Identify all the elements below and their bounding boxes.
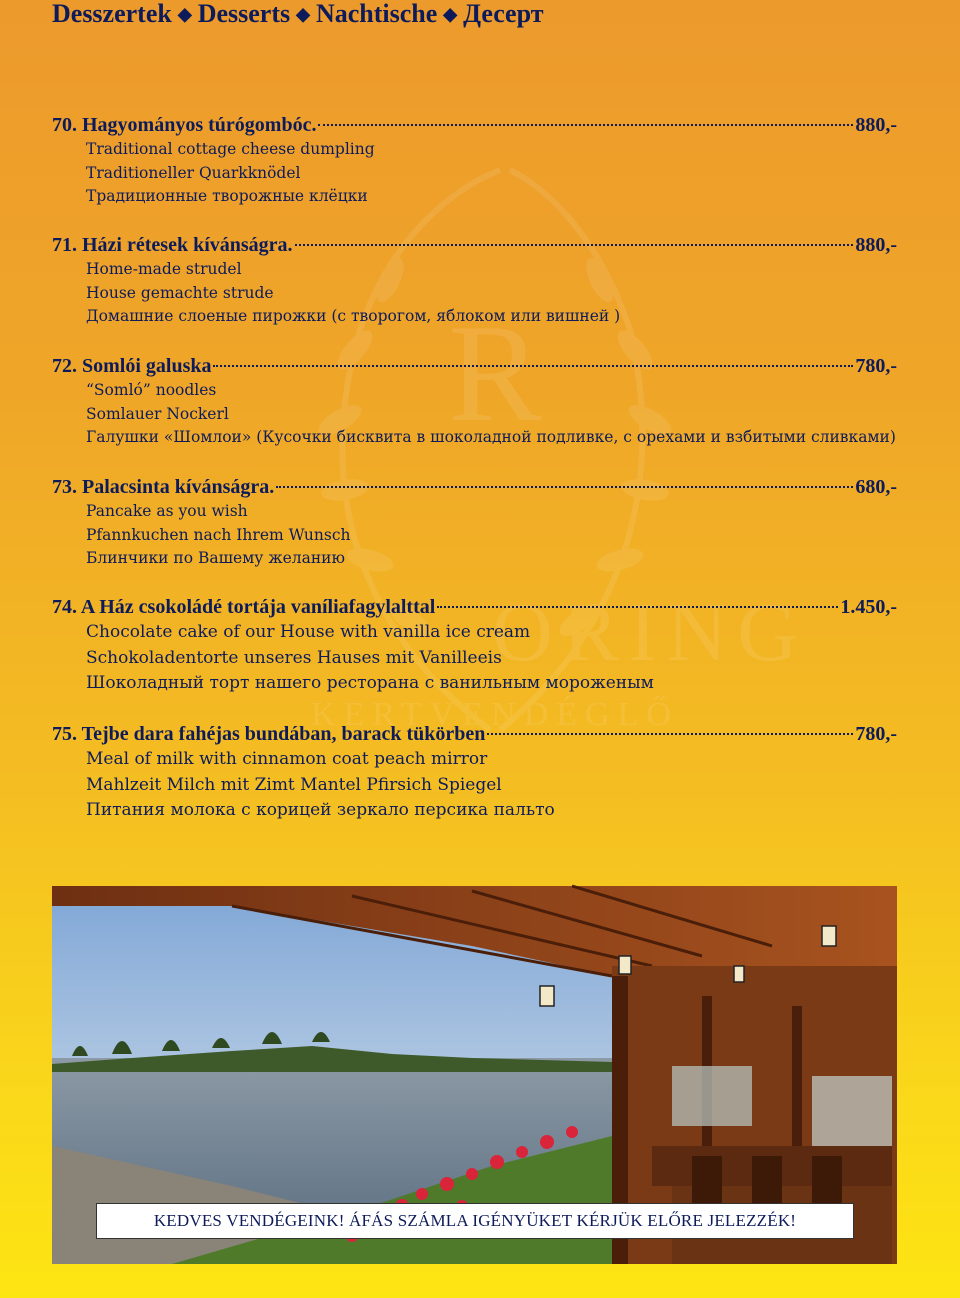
menu-item-72 (52, 353, 897, 450)
watermark-word: ORING (492, 586, 808, 679)
menu-item-title: 73. Palacsinta kívánságra. (52, 476, 275, 498)
dot-leader (318, 124, 853, 126)
dot-leader (487, 733, 853, 735)
description-en: “Somló” noodles (86, 381, 217, 399)
menu-item-title: 70. Hagyományos túrógombóc. (52, 114, 317, 136)
menu-item-75 (52, 721, 897, 824)
menu-item-price: 780,- (855, 355, 897, 377)
menu-item-price: 680,- (855, 476, 897, 498)
menu-item-heading (52, 353, 897, 379)
description-en: Meal of milk with cinnamon coat peach mirror (86, 749, 488, 769)
description-en: Traditional cottage cheese dumpling (86, 140, 375, 158)
description-de: House gemachte strude (86, 283, 274, 302)
description-en: Pancake as you wish (86, 502, 248, 520)
description-ru: Шоколадный торт нашего ресторана с ванильным мороженым (86, 673, 654, 693)
description-de: Pfannkuchen nach Ihrem Wunsch (86, 525, 351, 544)
diamond-separator-icon: ◆ (177, 4, 192, 24)
watermark-letter: R (448, 296, 542, 451)
dot-leader (213, 365, 853, 367)
watermark-subword: KERTVENDÉGLŐ (311, 696, 679, 733)
menu-item-title: 72. Somlói galuska (52, 355, 212, 377)
menu-item-73 (52, 474, 897, 571)
title-hu: Desszertek (52, 0, 172, 28)
description-en: Chocolate cake of our House with vanilla ice cream (86, 622, 531, 642)
description-de: Traditioneller Quarkknödel (86, 163, 301, 182)
title-ru: Десерт (463, 0, 544, 28)
description-de: Mahlzeit Milch mit Zimt Mantel Pfirsich Spiegel (86, 774, 502, 795)
menu-item-title: 71. Házi rétesek kívánságra. (52, 234, 293, 256)
menu-item-price: 880,- (855, 114, 897, 136)
menu-item-71 (52, 232, 897, 329)
menu-item-heading (52, 112, 897, 138)
menu-item-heading (52, 474, 897, 500)
menu-item-price: 780,- (855, 723, 897, 745)
description-de: Schokoladentorte unseres Hauses mit Vanilleeis (86, 647, 502, 668)
dot-leader (295, 244, 854, 246)
dot-leader (437, 606, 838, 608)
description-ru: Галушки «Шомлои» (Кусочки бисквита в шоколадной подливке, с орехами и взбитыми сливками) (86, 428, 896, 446)
title-en: Desserts (197, 0, 291, 28)
menu-item-price: 1.450,- (840, 596, 897, 618)
title-de: Nachtische (315, 0, 438, 28)
menu-item-74 (52, 594, 897, 697)
description-ru: Питания молока с корицей зеркало персика пальто (86, 800, 555, 820)
diamond-separator-icon: ◆ (296, 4, 310, 24)
page-title (52, 0, 543, 32)
diamond-separator-icon: ◆ (443, 4, 458, 24)
description-ru: Блинчики по Вашему желанию (86, 549, 346, 567)
invoice-notice: KEDVES VENDÉGEINK! ÁFÁS SZÁMLA IGÉNYÜKET KÉRJÜK ELŐRE JELEZZÉK! (96, 1203, 854, 1239)
menu-item-title: 75. Tejbe dara fahéjas bundában, barack tükörben (52, 723, 486, 745)
description-en: Home-made strudel (86, 260, 242, 278)
menu-item-heading (52, 721, 897, 747)
menu-item-heading (52, 594, 897, 620)
menu-item-price: 880,- (855, 234, 897, 256)
menu-item-70 (52, 112, 897, 209)
menu-item-title: 74. A Ház csokoládé tortája vaníliafagylalttal (52, 596, 436, 618)
description-ru: Традиционные творожные клёцки (86, 187, 368, 205)
description-ru: Домашние слоеные пирожки (с творогом, яблоком или вишней ) (86, 307, 621, 325)
description-de: Somlauer Nockerl (86, 404, 229, 423)
menu-item-heading (52, 232, 897, 258)
dot-leader (276, 486, 853, 488)
